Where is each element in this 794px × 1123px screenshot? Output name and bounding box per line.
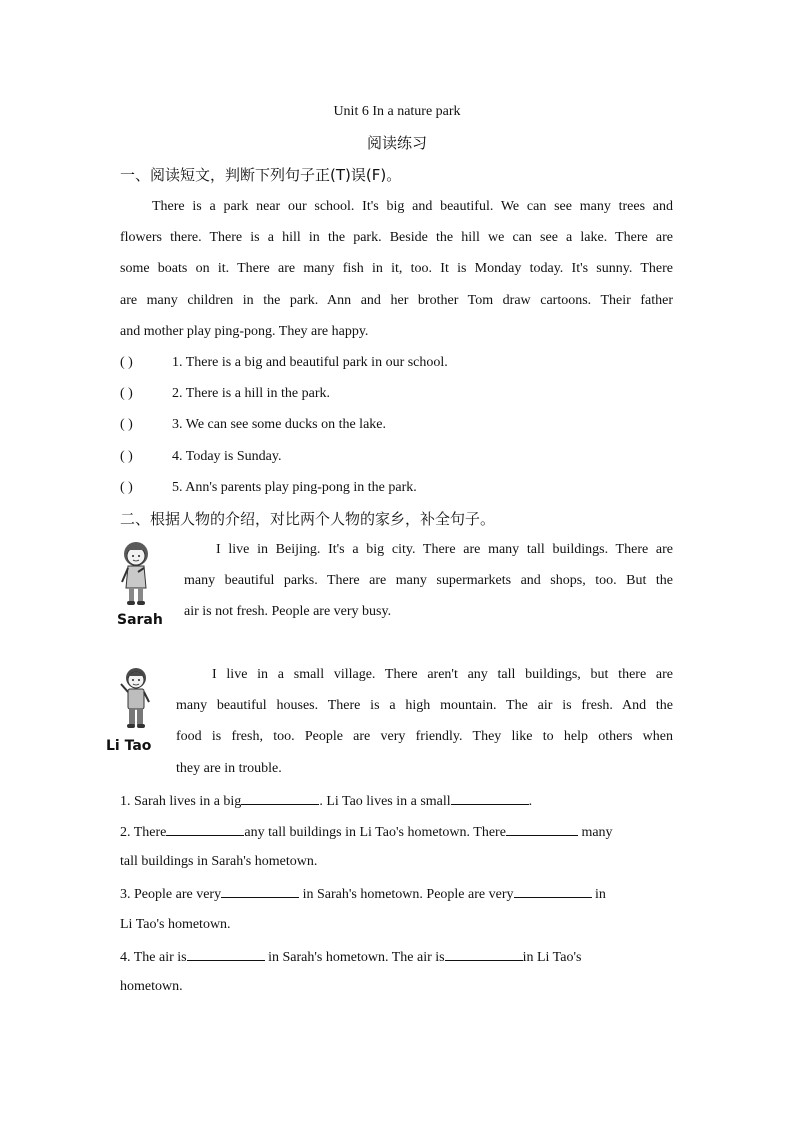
tf-question-1: ( ) 1. There is a big and beautiful park in our school.: [120, 355, 448, 370]
answer-blank[interactable]: [506, 822, 578, 836]
sarah-text-line: many beautiful parks. There are many supermarkets and shops, too. But the: [184, 573, 673, 588]
answer-paren[interactable]: ( ): [120, 449, 133, 464]
litao-text-line: many beautiful houses. There is a high mountain. The air is fresh. And the: [176, 698, 673, 713]
answer-paren[interactable]: ( ): [120, 386, 133, 401]
li-tao-name-label: Li Tao: [106, 738, 152, 754]
tf-question-2: ( ) 2. There is a hill in the park.: [120, 386, 330, 401]
answer-blank[interactable]: [514, 884, 592, 898]
litao-text-line: they are in trouble.: [176, 761, 282, 776]
sarah-text-line: I live in Beijing. It's a big city. There are many tall buildings. There are: [216, 542, 673, 557]
tf-question-5: ( ) 5. Ann's parents play ping-pong in the park.: [120, 480, 417, 495]
passage-line: and mother play ping-pong. They are happy.: [120, 324, 369, 339]
section1-heading: 一、阅读短文，判断下列句子正(T)误(F)。: [120, 166, 402, 184]
section2-heading: 二、根据人物的介绍，对比两个人物的家乡，补全句子。: [120, 510, 496, 528]
fill-question-4: 4. The air is in Sarah's hometown. The air is in Li Tao's: [120, 947, 581, 967]
answer-blank[interactable]: [451, 791, 529, 805]
fill-question-3: 3. People are very in Sarah's hometown. People are very in: [120, 884, 606, 904]
answer-blank[interactable]: [445, 947, 523, 961]
unit-title: Unit 6 In a nature park: [333, 104, 461, 119]
sarah-name-label: Sarah: [117, 612, 163, 628]
answer-blank[interactable]: [166, 822, 244, 836]
tf-question-4: ( ) 4. Today is Sunday.: [120, 449, 282, 464]
litao-text-line: I live in a small village. There aren't any tall buildings, but there are: [212, 667, 673, 682]
tf-question-3: ( ) 3. We can see some ducks on the lake.: [120, 417, 386, 432]
worksheet-subtitle: 阅读练习: [366, 134, 427, 152]
litao-text-line: food is fresh, too. People are very friendly. They like to help others when: [176, 729, 673, 744]
fill-question-3-cont: Li Tao's hometown.: [120, 917, 231, 932]
answer-blank[interactable]: [221, 884, 299, 898]
fill-question-1: 1. Sarah lives in a big . Li Tao lives in a small .: [120, 791, 532, 811]
answer-paren[interactable]: ( ): [120, 355, 133, 370]
answer-blank[interactable]: [187, 947, 265, 961]
fill-question-4-cont: hometown.: [120, 979, 183, 994]
passage-line: are many children in the park. Ann and her brother Tom draw cartoons. Their father: [120, 293, 673, 308]
sarah-girl-icon: [114, 538, 158, 608]
answer-paren[interactable]: ( ): [120, 480, 133, 495]
passage-line: some boats on it. There are many fish in it, too. It is Monday today. It's sunny. There: [120, 261, 673, 276]
fill-question-2-cont: tall buildings in Sarah's hometown.: [120, 854, 318, 869]
passage-line: flowers there. There is a hill in the park. Beside the hill we can see a lake. There are: [120, 230, 673, 245]
li-tao-boy-icon: [118, 666, 154, 732]
fill-question-2: 2. There any tall buildings in Li Tao's hometown. There many: [120, 822, 613, 842]
answer-blank[interactable]: [241, 791, 319, 805]
passage-line: There is a park near our school. It's big and beautiful. We can see many trees and: [152, 199, 673, 214]
sarah-text-line: air is not fresh. People are very busy.: [184, 604, 392, 619]
answer-paren[interactable]: ( ): [120, 417, 133, 432]
